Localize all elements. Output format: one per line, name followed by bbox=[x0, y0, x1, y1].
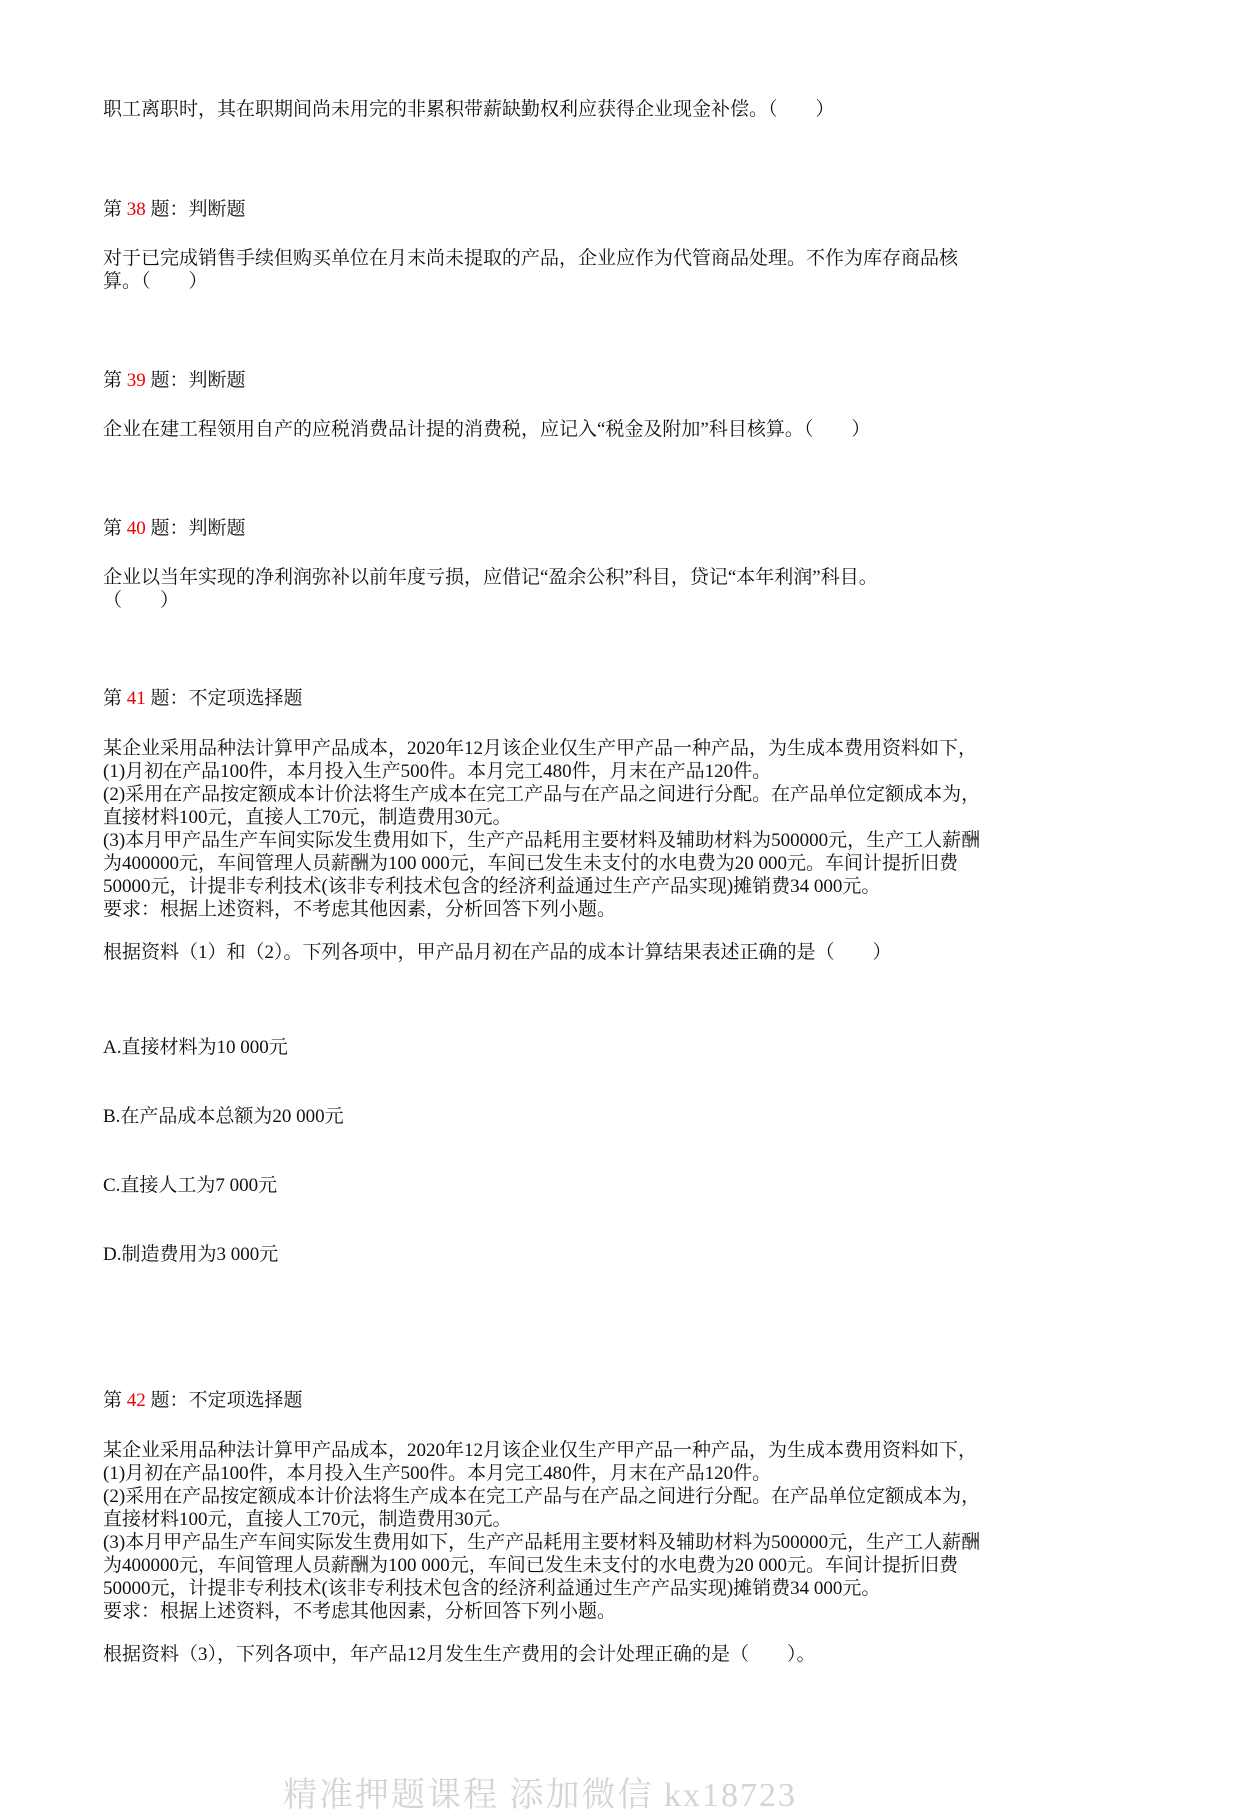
q40-statement: 企业以当年实现的净利润弥补以前年度亏损，应借记“盈余公积”科目，贷记“本年利润”科目。 （ ） bbox=[103, 567, 878, 611]
question-number: 38 bbox=[126, 199, 146, 220]
q38-statement: 对于已完成销售手续但购买单位在月末尚未提取的产品，企业应作为代管商品处理。不作为库存商品核算。（ ） bbox=[103, 248, 959, 292]
q41-heading bbox=[103, 687, 1183, 710]
heading-prefix: 第 bbox=[103, 518, 127, 539]
heading-type: 题：判断题 bbox=[145, 370, 246, 391]
q42-heading bbox=[103, 1389, 1183, 1412]
q41-material: 某企业采用品种法计算甲产品成本，2020年12月该企业仅生产甲产品一种产品，为生成本费用资料如下， (1)月初在产品100件，本月投入生产500件。本月完工480件，月末在产品120件。 (2)采用在产品按定额成本计价法将生产成本在完工产品与在产品之间进行分配。在产品单位定额成本为， 直接材料100元，直接人工70元，制造费用30元。 (3)本月甲产品生产车间实际发生费用如下，生产产品耗用主要材料及辅助材料为500000元，生产工人薪酬 为400000元，车间管理人员薪酬为100 000元，车间已发生未支付的水电费为20 000元。车间计提折旧费 50000元，计提非专利技术(该非专利技术包含的经济利益通过生产产品实现)摊销费34 000元。 要求：根据上述资料，不考虑其他因素，分析回答下列小题。 bbox=[103, 738, 981, 920]
option-d[interactable]: D.制造费用为3 000元 bbox=[103, 1244, 279, 1265]
watermark: 精准押题课程 添加微信 kx18723 bbox=[283, 1777, 797, 1814]
q39-statement: 企业在建工程领用自产的应税消费品计提的消费税，应记入“税金及附加”科目核算。（ ） bbox=[103, 419, 871, 440]
q42-question: 根据资料（3），下列各项中，年产品12月发生生产费用的会计处理正确的是（ ）。 bbox=[103, 1644, 816, 1665]
heading-prefix: 第 bbox=[103, 199, 127, 220]
option-b[interactable]: B.在产品成本总额为20 000元 bbox=[103, 1106, 344, 1127]
heading-type: 题：判断题 bbox=[145, 199, 246, 220]
heading-prefix: 第 bbox=[103, 370, 127, 391]
q38-heading bbox=[103, 198, 1183, 221]
q39-heading bbox=[103, 369, 1183, 392]
q42-material: 某企业采用品种法计算甲产品成本，2020年12月该企业仅生产甲产品一种产品，为生成本费用资料如下， (1)月初在产品100件，本月投入生产500件。本月完工480件，月末在产品120件。 (2)采用在产品按定额成本计价法将生产成本在完工产品与在产品之间进行分配。在产品单位定额成本为， 直接材料100元，直接人工70元，制造费用30元。 (3)本月甲产品生产车间实际发生费用如下，生产产品耗用主要材料及辅助材料为500000元，生产工人薪酬 为400000元，车间管理人员薪酬为100 000元，车间已发生未支付的水电费为20 000元。车间计提折旧费 50000元，计提非专利技术(该非专利技术包含的经济利益通过生产产品实现)摊销费34 000元。 要求：根据上述资料，不考虑其他因素，分析回答下列小题。 bbox=[103, 1440, 981, 1622]
heading-type: 题：不定项选择题 bbox=[145, 688, 303, 709]
heading-prefix: 第 bbox=[103, 688, 127, 709]
q40-heading bbox=[103, 517, 1183, 540]
option-a[interactable]: A.直接材料为10 000元 bbox=[103, 1037, 288, 1058]
heading-type: 题：不定项选择题 bbox=[145, 1390, 303, 1411]
q37-statement: 职工离职时，其在职期间尚未用完的非累积带薪缺勤权利应获得企业现金补偿。（ ） bbox=[103, 99, 835, 120]
heading-prefix: 第 bbox=[103, 1390, 127, 1411]
question-number: 41 bbox=[126, 688, 146, 709]
heading-type: 题：判断题 bbox=[145, 518, 246, 539]
question-number: 40 bbox=[126, 518, 146, 539]
option-c[interactable]: C.直接人工为7 000元 bbox=[103, 1175, 278, 1196]
question-number: 42 bbox=[126, 1390, 146, 1411]
q41-question: 根据资料（1）和（2）。下列各项中，甲产品月初在产品的成本计算结果表述正确的是（ ） bbox=[103, 942, 892, 963]
q41-options bbox=[103, 990, 1183, 1312]
question-number: 39 bbox=[126, 370, 146, 391]
